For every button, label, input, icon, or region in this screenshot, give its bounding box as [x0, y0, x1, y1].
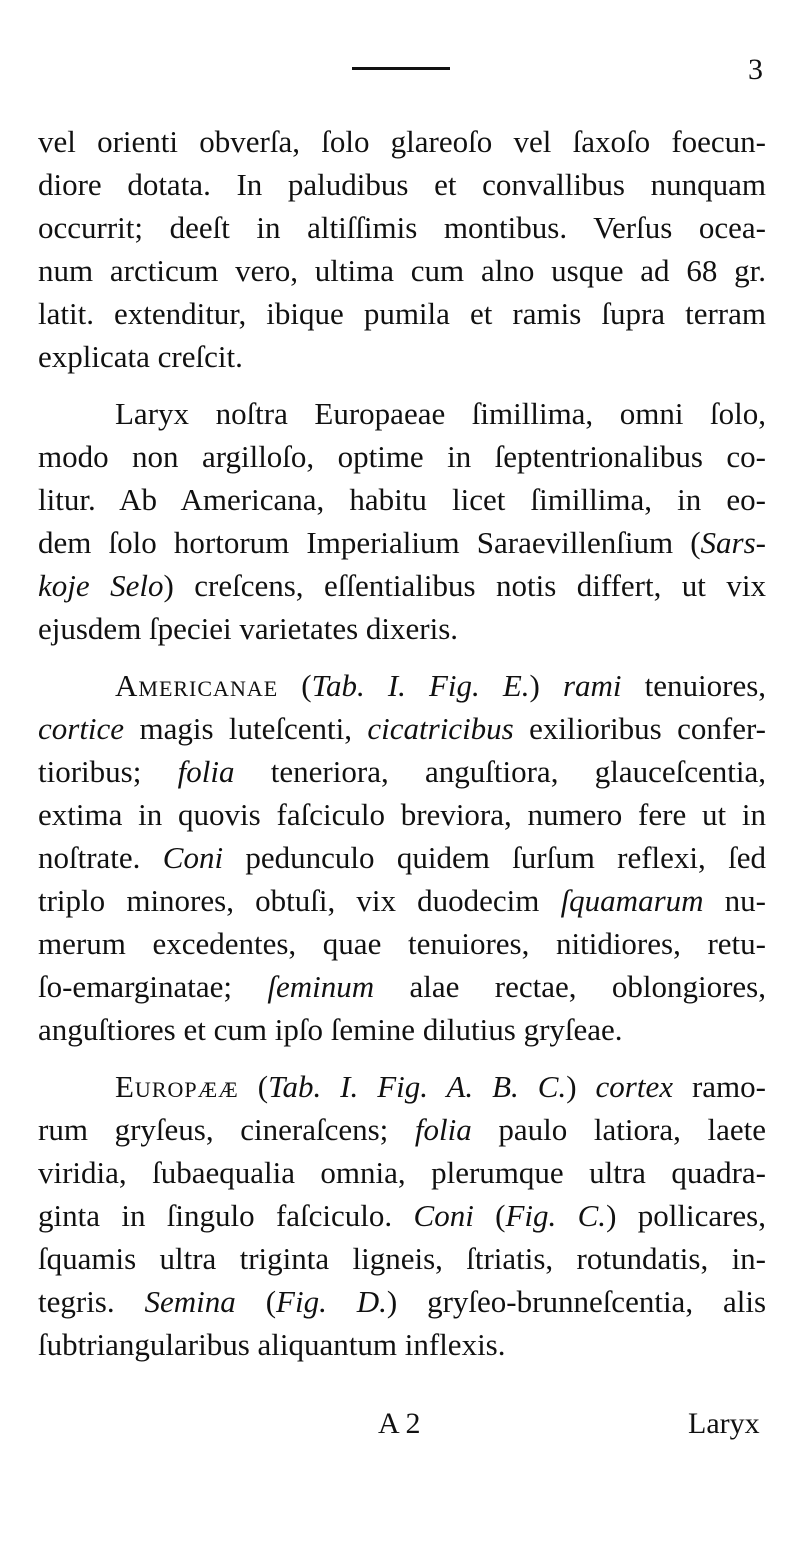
p3-line-8 — [38, 967, 766, 1007]
p3-line-5-text: noſtrate. — [38, 840, 163, 875]
catchword: Laryx — [688, 1407, 760, 1440]
p2-line-4-text: dem ſolo hortorum Imperialium Saraevillenſium ( — [38, 525, 701, 560]
p3-line-1-close: ) — [529, 668, 563, 703]
p1-line-4: num arcticum vero, ultima cum alno usque ad 68 gr. — [38, 253, 766, 288]
p4-line-4-text: ginta in ſingulo faſciculo. — [38, 1198, 414, 1233]
p4-line-4-coni: Coni — [413, 1198, 474, 1233]
p4-line-4-paren: ( — [473, 1198, 506, 1233]
p3-line-6-end: nu- — [703, 883, 767, 918]
p4-heading-europaeae: Europææ — [115, 1069, 239, 1104]
p3-line-1-paren: ( — [278, 668, 312, 703]
p4-line-6-end: ) gryſeo-brunneſcentia, alis — [386, 1284, 767, 1319]
p2-line-1: Laryx noſtra Europaeae ſimillima, omni ſolo, — [115, 396, 766, 431]
p4-line-6-paren: ( — [235, 1284, 277, 1319]
p3-line-8-text: ſo-emarginatae; — [38, 969, 268, 1004]
p4-line-1-cortex: cortex — [595, 1069, 673, 1104]
p3-line-5-end: pedunculo quidem ſurſum reflexi, ſed — [223, 840, 766, 875]
p4-line-6-ref: Fig. D. — [276, 1284, 387, 1319]
p4-line-6-text: tegris. — [38, 1284, 145, 1319]
p4-line-6-semina: Semina — [144, 1284, 236, 1319]
p4-line-3: viridia, ſubaequalia omnia, plerumque ultra quadra- — [38, 1155, 766, 1190]
p3-line-8-end: alae rectae, oblongiores, — [374, 969, 766, 1004]
p2-line-3: litur. Ab Americana, habitu licet ſimillima, in eo- — [38, 482, 766, 517]
signature-mark: A 2 — [378, 1407, 421, 1440]
p3-line-2-cortice: cortice — [38, 711, 125, 746]
p4-line-5: ſquamis ultra triginta ligneis, ſtriatis, rotundatis, in- — [38, 1241, 766, 1276]
p2-line-2: modo non argilloſo, optime in ſeptentrionalibus co- — [38, 439, 766, 474]
p1-line-1: vel orienti obverſa, ſolo glareoſo vel ſaxoſo foecun- — [38, 124, 766, 159]
p4-line-4-end: ) pollicares, — [606, 1198, 766, 1233]
p3-line-1 — [115, 666, 766, 706]
p4-line-7: ſubtriangularibus aliquantum inflexis. — [38, 1327, 506, 1362]
p3-line-1-ref: Tab. I. Fig. E. — [311, 668, 530, 703]
p3-line-1-end: tenuiores, — [621, 668, 767, 703]
p2-line-4 — [38, 523, 766, 563]
p3-line-2 — [38, 709, 766, 749]
p3-line-2-end: exilioribus confer- — [513, 711, 766, 746]
p3-line-9: anguſtiores et cum ipſo ſemine dilutius gryſeae. — [38, 1012, 623, 1047]
p3-line-7: merum excedentes, quae tenuiores, nitidiores, retu- — [38, 926, 766, 961]
p4-line-1-close: ) — [566, 1069, 596, 1104]
p1-line-3: occurrit; deeſt in altiſſimis montibus. Verſus ocea- — [38, 210, 766, 245]
p3-line-8-seminum: ſeminum — [267, 969, 375, 1004]
p4-line-1-end: ramo- — [673, 1069, 766, 1104]
p3-line-3-end: teneriora, anguſtiora, glauceſcentia, — [234, 754, 767, 789]
p4-line-1-ref: Tab. I. Fig. A. B. C. — [268, 1069, 567, 1104]
p3-line-6-text: triplo minores, obtuſi, vix duodecim — [38, 883, 561, 918]
p3-line-4: extima in quovis faſciculo breviora, numero fere ut in — [38, 797, 766, 832]
p1-line-6: explicata creſcit. — [38, 339, 243, 374]
p2-line-5-italic: koje Selo — [38, 568, 164, 603]
p4-line-2-text: rum gryſeus, cineraſcens; — [38, 1112, 415, 1147]
p2-line-4-italic: Sars- — [700, 525, 766, 560]
p4-line-6 — [38, 1282, 766, 1322]
p3-line-3-text: tioribus; — [38, 754, 178, 789]
p4-line-2 — [38, 1110, 766, 1150]
page-number: 3 — [748, 53, 763, 86]
p3-line-5-coni: Coni — [162, 840, 224, 875]
header-rule — [352, 67, 450, 70]
p3-line-2-text: magis luteſcenti, — [124, 711, 368, 746]
p2-line-5 — [38, 566, 766, 606]
p4-line-2-end: paulo latiora, laete — [471, 1112, 766, 1147]
p3-line-3-folia: folia — [177, 754, 235, 789]
p4-line-1 — [115, 1067, 766, 1107]
p3-line-6-squamarum: ſquamarum — [560, 883, 704, 918]
p2-line-6: ejusdem ſpeciei varietates dixeris. — [38, 611, 459, 646]
p3-line-5 — [38, 838, 766, 878]
p3-heading-americanae: Americanae — [115, 668, 279, 703]
p4-line-2-folia: folia — [414, 1112, 472, 1147]
p2-line-5-text: ) creſcens, eſſentialibus notis differt, ut vix — [163, 568, 766, 603]
p3-line-3 — [38, 752, 766, 792]
p4-line-4-ref: Fig. C. — [505, 1198, 607, 1233]
p1-line-2: diore dotata. In paludibus et convallibus nunquam — [38, 167, 766, 202]
p4-line-4 — [38, 1196, 766, 1236]
p1-line-5: latit. extenditur, ibique pumila et ramis ſupra terram — [38, 296, 766, 331]
p3-line-1-rami: rami — [562, 668, 622, 703]
p3-line-2-cicatricibus: cicatricibus — [367, 711, 514, 746]
p3-line-6 — [38, 881, 766, 921]
p4-line-1-paren: ( — [238, 1069, 269, 1104]
